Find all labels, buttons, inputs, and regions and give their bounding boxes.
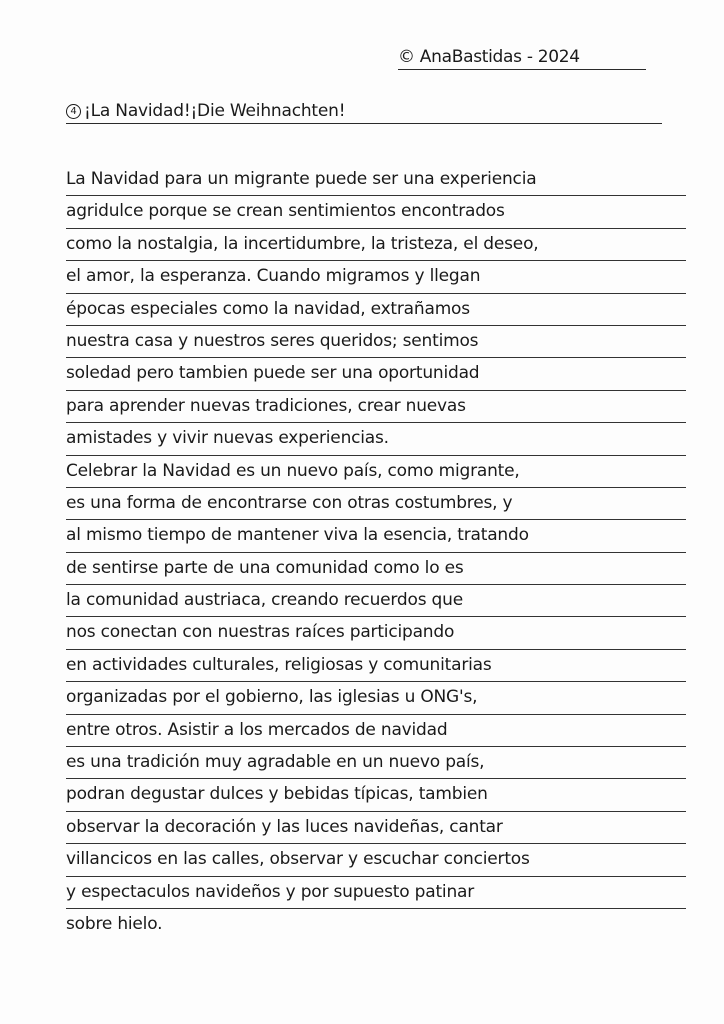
text-line: soledad pero tambien puede ser una oportunidad [66, 358, 686, 390]
text-line: el amor, la esperanza. Cuando migramos y llegan [66, 261, 686, 293]
text-line: nos conectan con nuestras raíces participando [66, 617, 686, 649]
text-line: es una forma de encontrarse con otras costumbres, y [66, 488, 686, 520]
text-line: agridulce porque se crean sentimientos encontrados [66, 196, 686, 228]
text-line: nuestra casa y nuestros seres queridos; sentimos [66, 326, 686, 358]
text-line: sobre hielo. [66, 913, 163, 934]
page-title [66, 98, 662, 124]
title-text: ¡La Navidad!¡Die Weihnachten! [84, 101, 346, 121]
text-line: amistades y vivir nuevas experiencias. [66, 423, 686, 455]
text-line: como la nostalgia, la incertidumbre, la tristeza, el deseo, [66, 229, 686, 261]
text-line: en actividades culturales, religiosas y comunitarias [66, 650, 686, 682]
text-line: de sentirse parte de una comunidad como lo es [66, 553, 686, 585]
text-line: villancicos en las calles, observar y escuchar conciertos [66, 844, 686, 876]
text-line: para aprender nuevas tradiciones, crear nuevas [66, 391, 686, 423]
text-line: podran degustar dulces y bebidas típicas, tambien [66, 779, 686, 811]
text-line: entre otros. Asistir a los mercados de navidad [66, 715, 686, 747]
text-line: épocas especiales como la navidad, extrañamos [66, 294, 686, 326]
text-line: y espectaculos navideños y por supuesto patinar [66, 877, 686, 909]
text-line: observar la decoración y las luces navideñas, cantar [66, 812, 686, 844]
text-line: es una tradición muy agradable en un nuevo país, [66, 747, 686, 779]
copyright-line: © AnaBastidas - 2024 [398, 44, 646, 70]
text-line: la comunidad austriaca, creando recuerdos que [66, 585, 686, 617]
text-line: La Navidad para un migrante puede ser una experiencia [66, 164, 686, 196]
text-line: al mismo tiempo de mantener viva la esencia, tratando [66, 520, 686, 552]
text-line: Celebrar la Navidad es un nuevo país, como migrante, [66, 456, 686, 488]
text-line: organizadas por el gobierno, las iglesias u ONG's, [66, 682, 686, 714]
body-text [66, 164, 686, 941]
title-number-circle: 4 [66, 104, 81, 119]
